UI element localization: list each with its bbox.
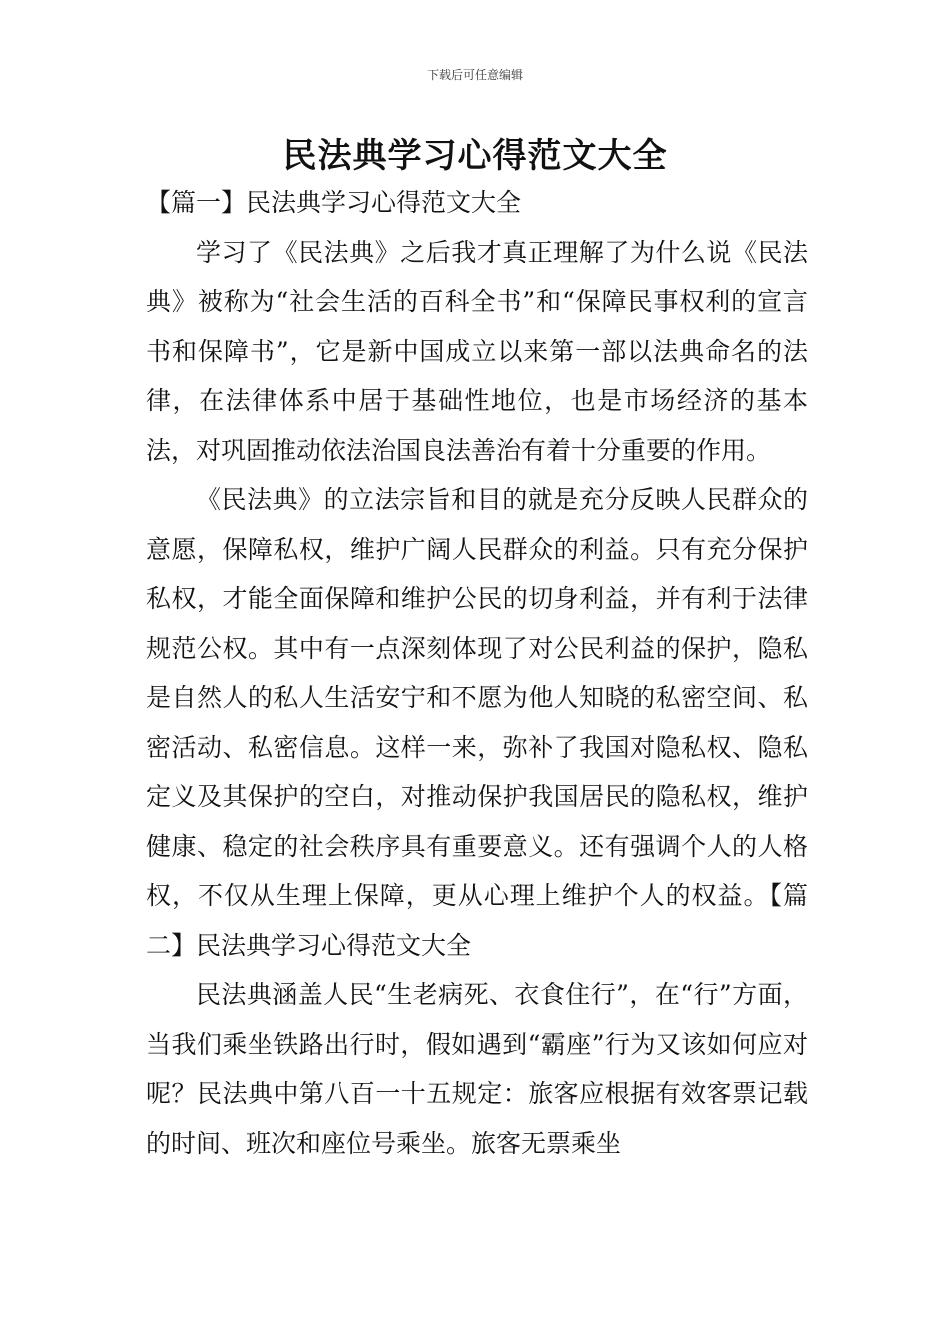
paragraph-text: 《民法典》的立法宗旨和目的就是充分反映人民群众的意愿，保障私权，维护广阔人民群众的利益。只有充分保护私权，才能全面保障和维护公民的切身利益，并有利于法律规范公权。其中有一点深刻体现了对公民利益的保护，隐私是自然人的私人生活安宁和不愿为他人知晓的私密空间、私密活动、私密信息。这样一来，弥补了我国对隐私权、隐私定义及其保护的空白，对推动保护我国居民的隐私权，维护健康、稳定的社会秩序具有重要意义。还有强调个人的人格权，不仅从生理上保障，更从心理上维护个人的权益。	[146, 485, 808, 910]
document-body	[146, 178, 808, 1168]
document-title: 民法典学习心得范文大全	[282, 136, 668, 176]
section-heading-1: 【篇一】民法典学习心得范文大全	[146, 188, 522, 217]
paragraph-with-next-heading	[146, 475, 808, 970]
header-note: 下载后可任意编辑	[426, 68, 523, 82]
paragraph: 民法典涵盖人民“生老病死、衣食住行”，在“行”方面，当我们乘坐铁路出行时，假如遇到“霸座”行为又该如何应对呢？民法典中第八百一十五规定：旅客应根据有效客票记载的时间、班次和座位号乘坐。旅客无票乘坐	[146, 980, 808, 1158]
section-heading-2: 【篇二】民法典学习心得范文大全	[146, 881, 808, 960]
paragraph: 学习了《民法典》之后我才真正理解了为什么说《民法典》被称为“社会生活的百科全书”和“保障民事权利的宣言书和保障书”，它是新中国成立以来第一部以法典命名的法律，在法律体系中居于基础性地位，也是市场经济的基本法，对巩固推动依法治国良法善治有着十分重要的作用。	[146, 237, 808, 465]
